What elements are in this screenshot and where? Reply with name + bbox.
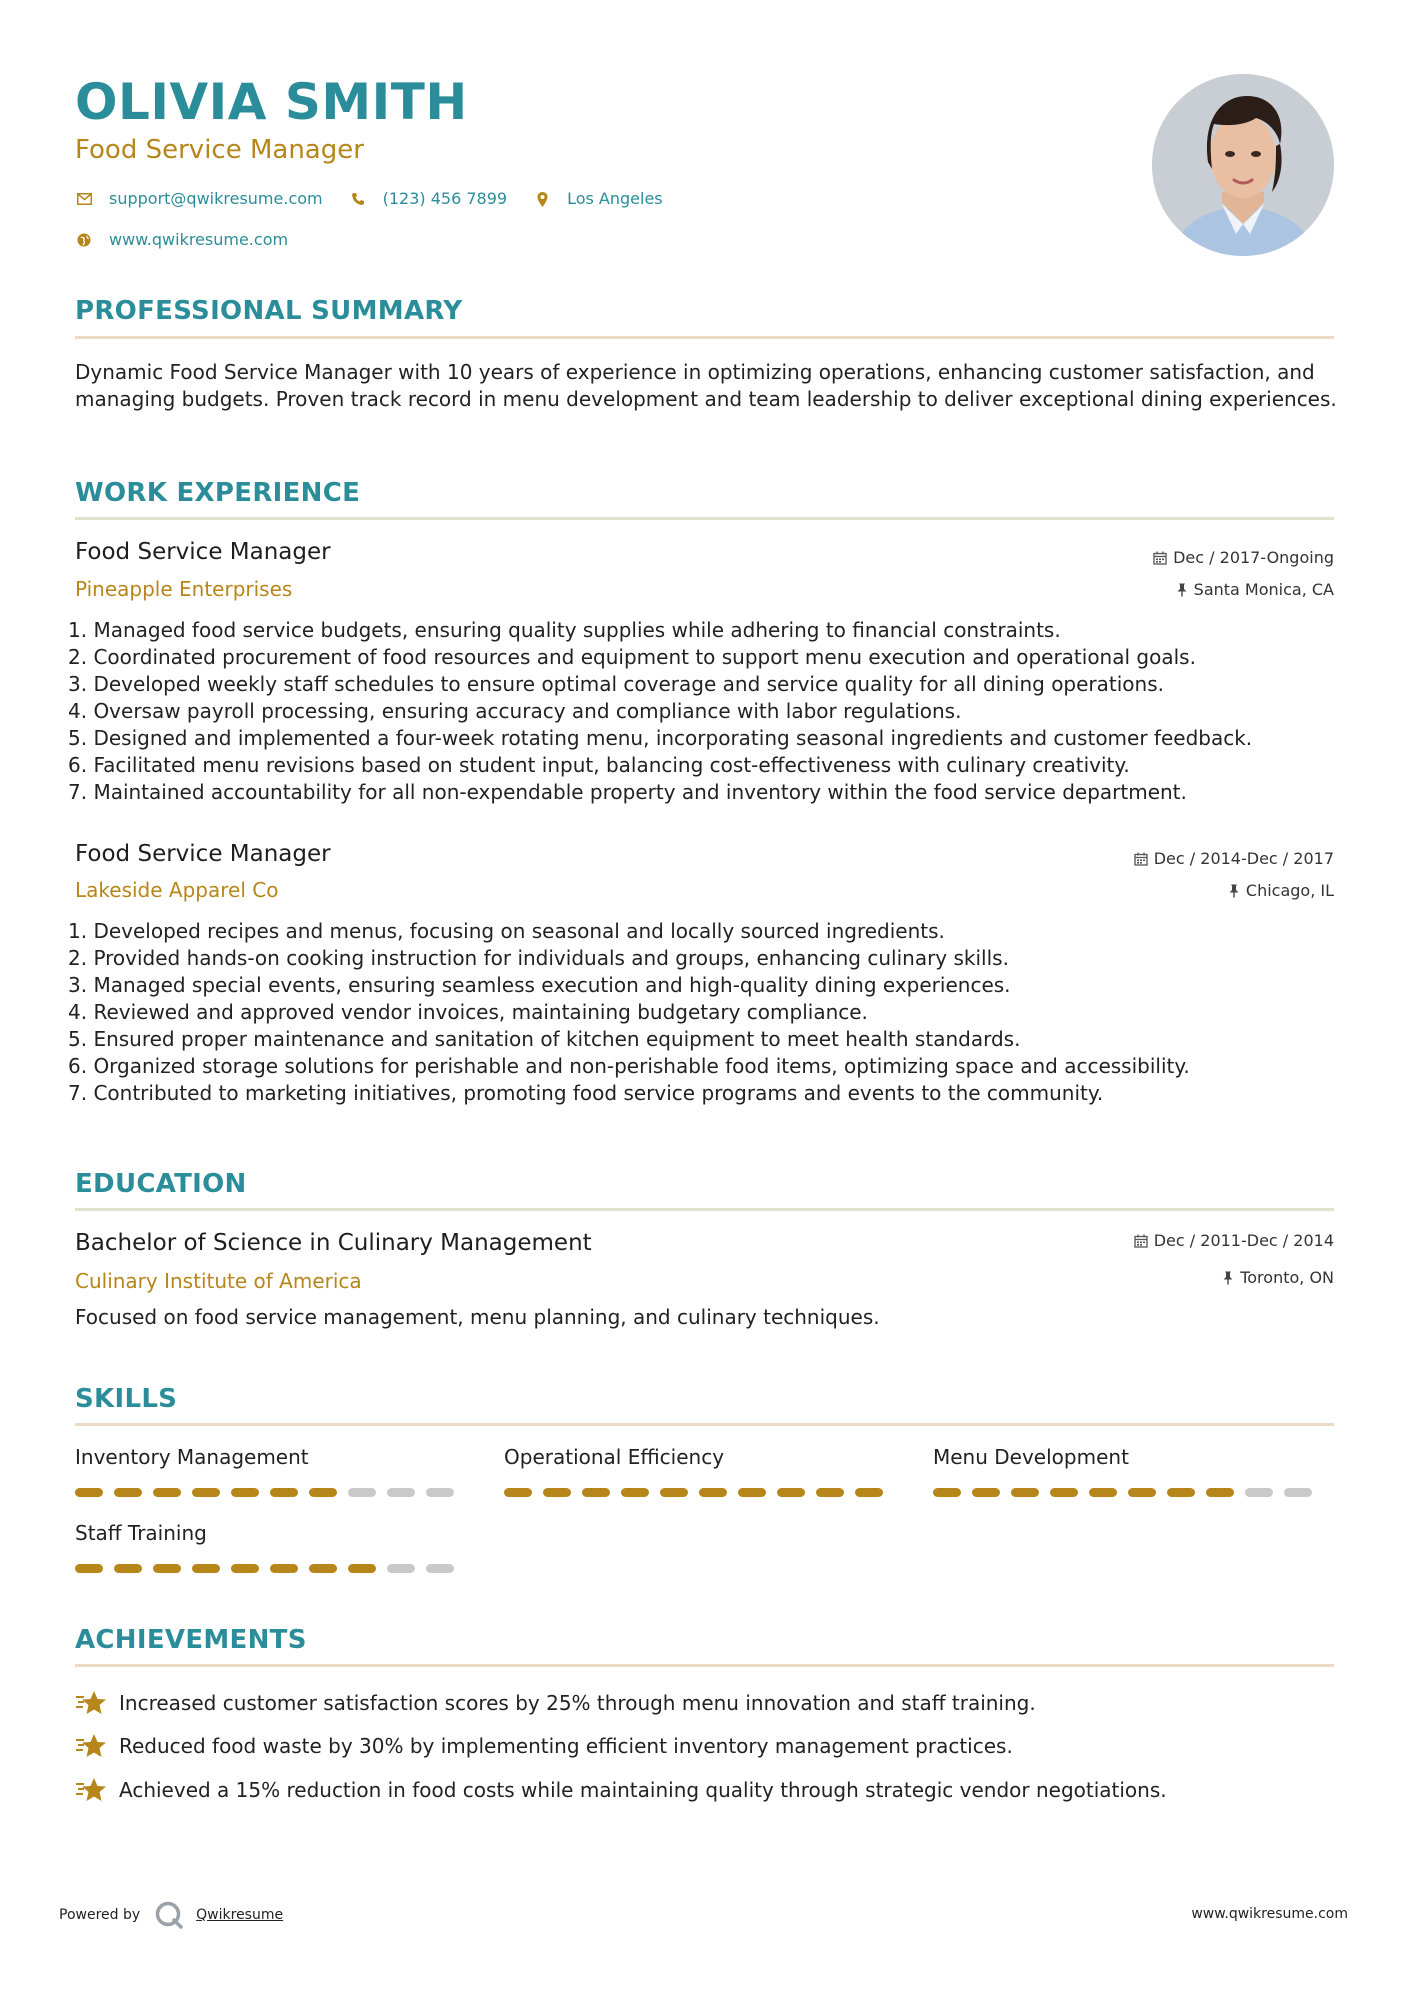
skill-dash-filled <box>153 1488 181 1497</box>
skill-dash-empty <box>387 1564 415 1573</box>
experience-heading: WORK EXPERIENCE <box>75 478 361 508</box>
skill-label: Staff Training <box>75 1521 207 1545</box>
skill-dash-filled <box>777 1488 805 1497</box>
summary-text: Dynamic Food Service Manager with 10 years of experience in optimizing operations, enhancing customer satisfaction, and managing budgets. Proven track record in menu development and team leadership to deliver exceptional dining experiences. <box>75 360 1337 411</box>
pushpin-icon <box>1222 1271 1234 1285</box>
achievement-text: Reduced food waste by 30% by implementing efficient inventory management practices. <box>119 1734 1013 1758</box>
skill-label: Menu Development <box>933 1445 1129 1469</box>
list-item: 2. Provided hands-on cooking instruction for individuals and groups, enhancing culinary skills. <box>68 946 1009 970</box>
school-name: Culinary Institute of America <box>75 1269 362 1293</box>
skill-dash-filled <box>348 1564 376 1573</box>
skill-dash-filled <box>270 1488 298 1497</box>
job-location-text: Santa Monica, CA <box>1193 580 1334 599</box>
email-text: support@qwikresume.com <box>109 189 323 208</box>
education-description: Focused on food service management, menu planning, and culinary techniques. <box>75 1305 880 1329</box>
skill-dash-filled <box>231 1488 259 1497</box>
skills-divider <box>75 1423 1334 1426</box>
job-company: Lakeside Apparel Co <box>75 878 279 902</box>
skill-dash-empty <box>387 1488 415 1497</box>
skill-dash-filled <box>309 1564 337 1573</box>
skill-dash-filled <box>1050 1488 1078 1497</box>
education-location <box>1222 1268 1334 1288</box>
list-item: 6. Organized storage solutions for perishable and non-perishable food items, optimizing space and accessibility. <box>68 1054 1190 1078</box>
skill-label: Inventory Management <box>75 1445 309 1469</box>
pushpin-icon <box>1176 583 1188 597</box>
skill-dash-empty <box>1284 1488 1312 1497</box>
skill-label: Operational Efficiency <box>504 1445 725 1469</box>
contact-row <box>75 188 689 210</box>
profile-photo <box>1152 74 1334 256</box>
job-title: Food Service Manager <box>75 539 331 565</box>
education-divider <box>75 1208 1334 1211</box>
phone-text: (123) 456 7899 <box>382 189 508 208</box>
degree-title: Bachelor of Science in Culinary Management <box>75 1230 592 1256</box>
skill-dash-filled <box>75 1488 103 1497</box>
skill-level-bar <box>933 1488 1323 1497</box>
skill-level-bar <box>504 1488 894 1497</box>
skill-item <box>933 1444 1129 1470</box>
pushpin-icon <box>1228 884 1240 898</box>
skill-dash-filled <box>1206 1488 1234 1497</box>
skill-dash-filled <box>738 1488 766 1497</box>
location-text: Los Angeles <box>567 189 663 208</box>
skill-dash-filled <box>504 1488 532 1497</box>
achievement-text: Increased customer satisfaction scores by 25% through menu innovation and staff training. <box>119 1691 1036 1715</box>
skill-dash-filled <box>699 1488 727 1497</box>
list-item: 7. Contributed to marketing initiatives, promoting food service programs and events to the community. <box>68 1081 1104 1105</box>
skill-dash-filled <box>75 1564 103 1573</box>
job-location-text: Chicago, IL <box>1245 881 1334 900</box>
job-title: Food Service Manager <box>75 841 331 867</box>
skill-level-bar <box>75 1564 465 1573</box>
education-location-text: Toronto, ON <box>1240 1268 1334 1287</box>
envelope-icon <box>75 190 93 208</box>
achievement-item <box>75 1731 1013 1761</box>
skill-item <box>75 1520 207 1546</box>
skill-dash-filled <box>855 1488 883 1497</box>
job-dates-text: Dec / 2014-Dec / 2017 <box>1153 849 1334 868</box>
list-item: 3. Managed special events, ensuring seamless execution and high-quality dining experiences. <box>68 973 1011 997</box>
skill-dash-filled <box>270 1564 298 1573</box>
achievement-item <box>75 1688 1036 1718</box>
powered-by-label: Powered by <box>59 1907 141 1923</box>
contact-email[interactable] <box>75 188 323 210</box>
experience-divider <box>75 517 1334 520</box>
calendar-icon <box>1134 1234 1148 1248</box>
contact-website[interactable] <box>75 229 288 251</box>
skill-dash-filled <box>1128 1488 1156 1497</box>
qwikresume-logo-icon <box>154 1900 184 1930</box>
skill-dash-filled <box>1167 1488 1195 1497</box>
globe-icon <box>75 231 93 249</box>
list-item: 4. Reviewed and approved vendor invoices, maintaining budgetary compliance. <box>68 1000 868 1024</box>
education-dates-text: Dec / 2011-Dec / 2014 <box>1153 1231 1334 1250</box>
footer-branding <box>59 1900 283 1930</box>
job-dates <box>1134 849 1334 869</box>
job-location <box>1176 580 1334 600</box>
star-icon <box>75 1688 107 1718</box>
skill-item <box>75 1444 309 1470</box>
list-item: 5. Ensured proper maintenance and sanitation of kitchen equipment to meet health standards. <box>68 1027 1021 1051</box>
star-icon <box>75 1731 107 1761</box>
skill-dash-filled <box>816 1488 844 1497</box>
summary-divider <box>75 336 1334 339</box>
calendar-icon <box>1134 852 1148 866</box>
achievement-text: Achieved a 15% reduction in food costs while maintaining quality through strategic vendor negotiations. <box>119 1778 1167 1802</box>
job-dates <box>1153 548 1334 568</box>
list-item: 1. Developed recipes and menus, focusing on seasonal and locally sourced ingredients. <box>68 919 945 943</box>
list-item: 6. Facilitated menu revisions based on student input, balancing cost-effectiveness with culinary creativity. <box>68 753 1130 777</box>
calendar-icon <box>1153 551 1167 565</box>
job-dates-text: Dec / 2017-Ongoing <box>1173 548 1334 567</box>
achievement-item <box>75 1775 1167 1805</box>
qwikresume-link[interactable]: Qwikresume <box>196 1907 284 1923</box>
star-icon <box>75 1775 107 1805</box>
achievements-heading: ACHIEVEMENTS <box>75 1625 307 1655</box>
skill-dash-filled <box>114 1488 142 1497</box>
skill-dash-filled <box>543 1488 571 1497</box>
map-pin-icon <box>533 190 551 208</box>
list-item: 5. Designed and implemented a four-week rotating menu, incorporating seasonal ingredients and customer feedback. <box>68 726 1253 750</box>
skill-dash-filled <box>933 1488 961 1497</box>
footer-website[interactable]: www.qwikresume.com <box>1191 1906 1348 1922</box>
website-text: www.qwikresume.com <box>109 230 289 249</box>
job-location <box>1228 881 1334 901</box>
list-item: 7. Maintained accountability for all non-expendable property and inventory within the food service department. <box>68 780 1187 804</box>
summary-heading: PROFESSIONAL SUMMARY <box>75 296 463 326</box>
skill-dash-empty <box>348 1488 376 1497</box>
candidate-title: Food Service Manager <box>75 135 364 165</box>
job-bullets <box>68 918 1348 1107</box>
skill-dash-filled <box>582 1488 610 1497</box>
list-item: 3. Developed weekly staff schedules to ensure optimal coverage and service quality for all dining operations. <box>68 672 1164 696</box>
phone-icon <box>349 190 367 208</box>
skill-dash-filled <box>1011 1488 1039 1497</box>
education-dates <box>1134 1231 1334 1251</box>
skill-dash-filled <box>192 1564 220 1573</box>
list-item: 2. Coordinated procurement of food resources and equipment to support menu execution and operational goals. <box>68 645 1196 669</box>
list-item: 1. Managed food service budgets, ensuring quality supplies while adhering to financial constraints. <box>68 618 1061 642</box>
candidate-name: OLIVIA SMITH <box>75 73 468 131</box>
skill-dash-filled <box>114 1564 142 1573</box>
contact-phone[interactable] <box>349 188 507 210</box>
job-bullets <box>68 617 1348 806</box>
education-heading: EDUCATION <box>75 1169 247 1199</box>
skill-dash-filled <box>231 1564 259 1573</box>
skill-dash-empty <box>426 1488 454 1497</box>
achievements-divider <box>75 1664 1334 1667</box>
skill-level-bar <box>75 1488 465 1497</box>
skill-dash-empty <box>426 1564 454 1573</box>
skill-dash-filled <box>972 1488 1000 1497</box>
skill-dash-filled <box>1089 1488 1117 1497</box>
skill-item <box>504 1444 724 1470</box>
contact-row-2 <box>75 229 314 251</box>
skill-dash-filled <box>309 1488 337 1497</box>
skill-dash-filled <box>192 1488 220 1497</box>
skill-dash-filled <box>621 1488 649 1497</box>
skill-dash-empty <box>1245 1488 1273 1497</box>
job-company: Pineapple Enterprises <box>75 577 293 601</box>
list-item: 4. Oversaw payroll processing, ensuring accuracy and compliance with labor regulations. <box>68 699 962 723</box>
skill-dash-filled <box>660 1488 688 1497</box>
skills-heading: SKILLS <box>75 1384 178 1414</box>
skill-dash-filled <box>153 1564 181 1573</box>
contact-location <box>533 188 663 210</box>
